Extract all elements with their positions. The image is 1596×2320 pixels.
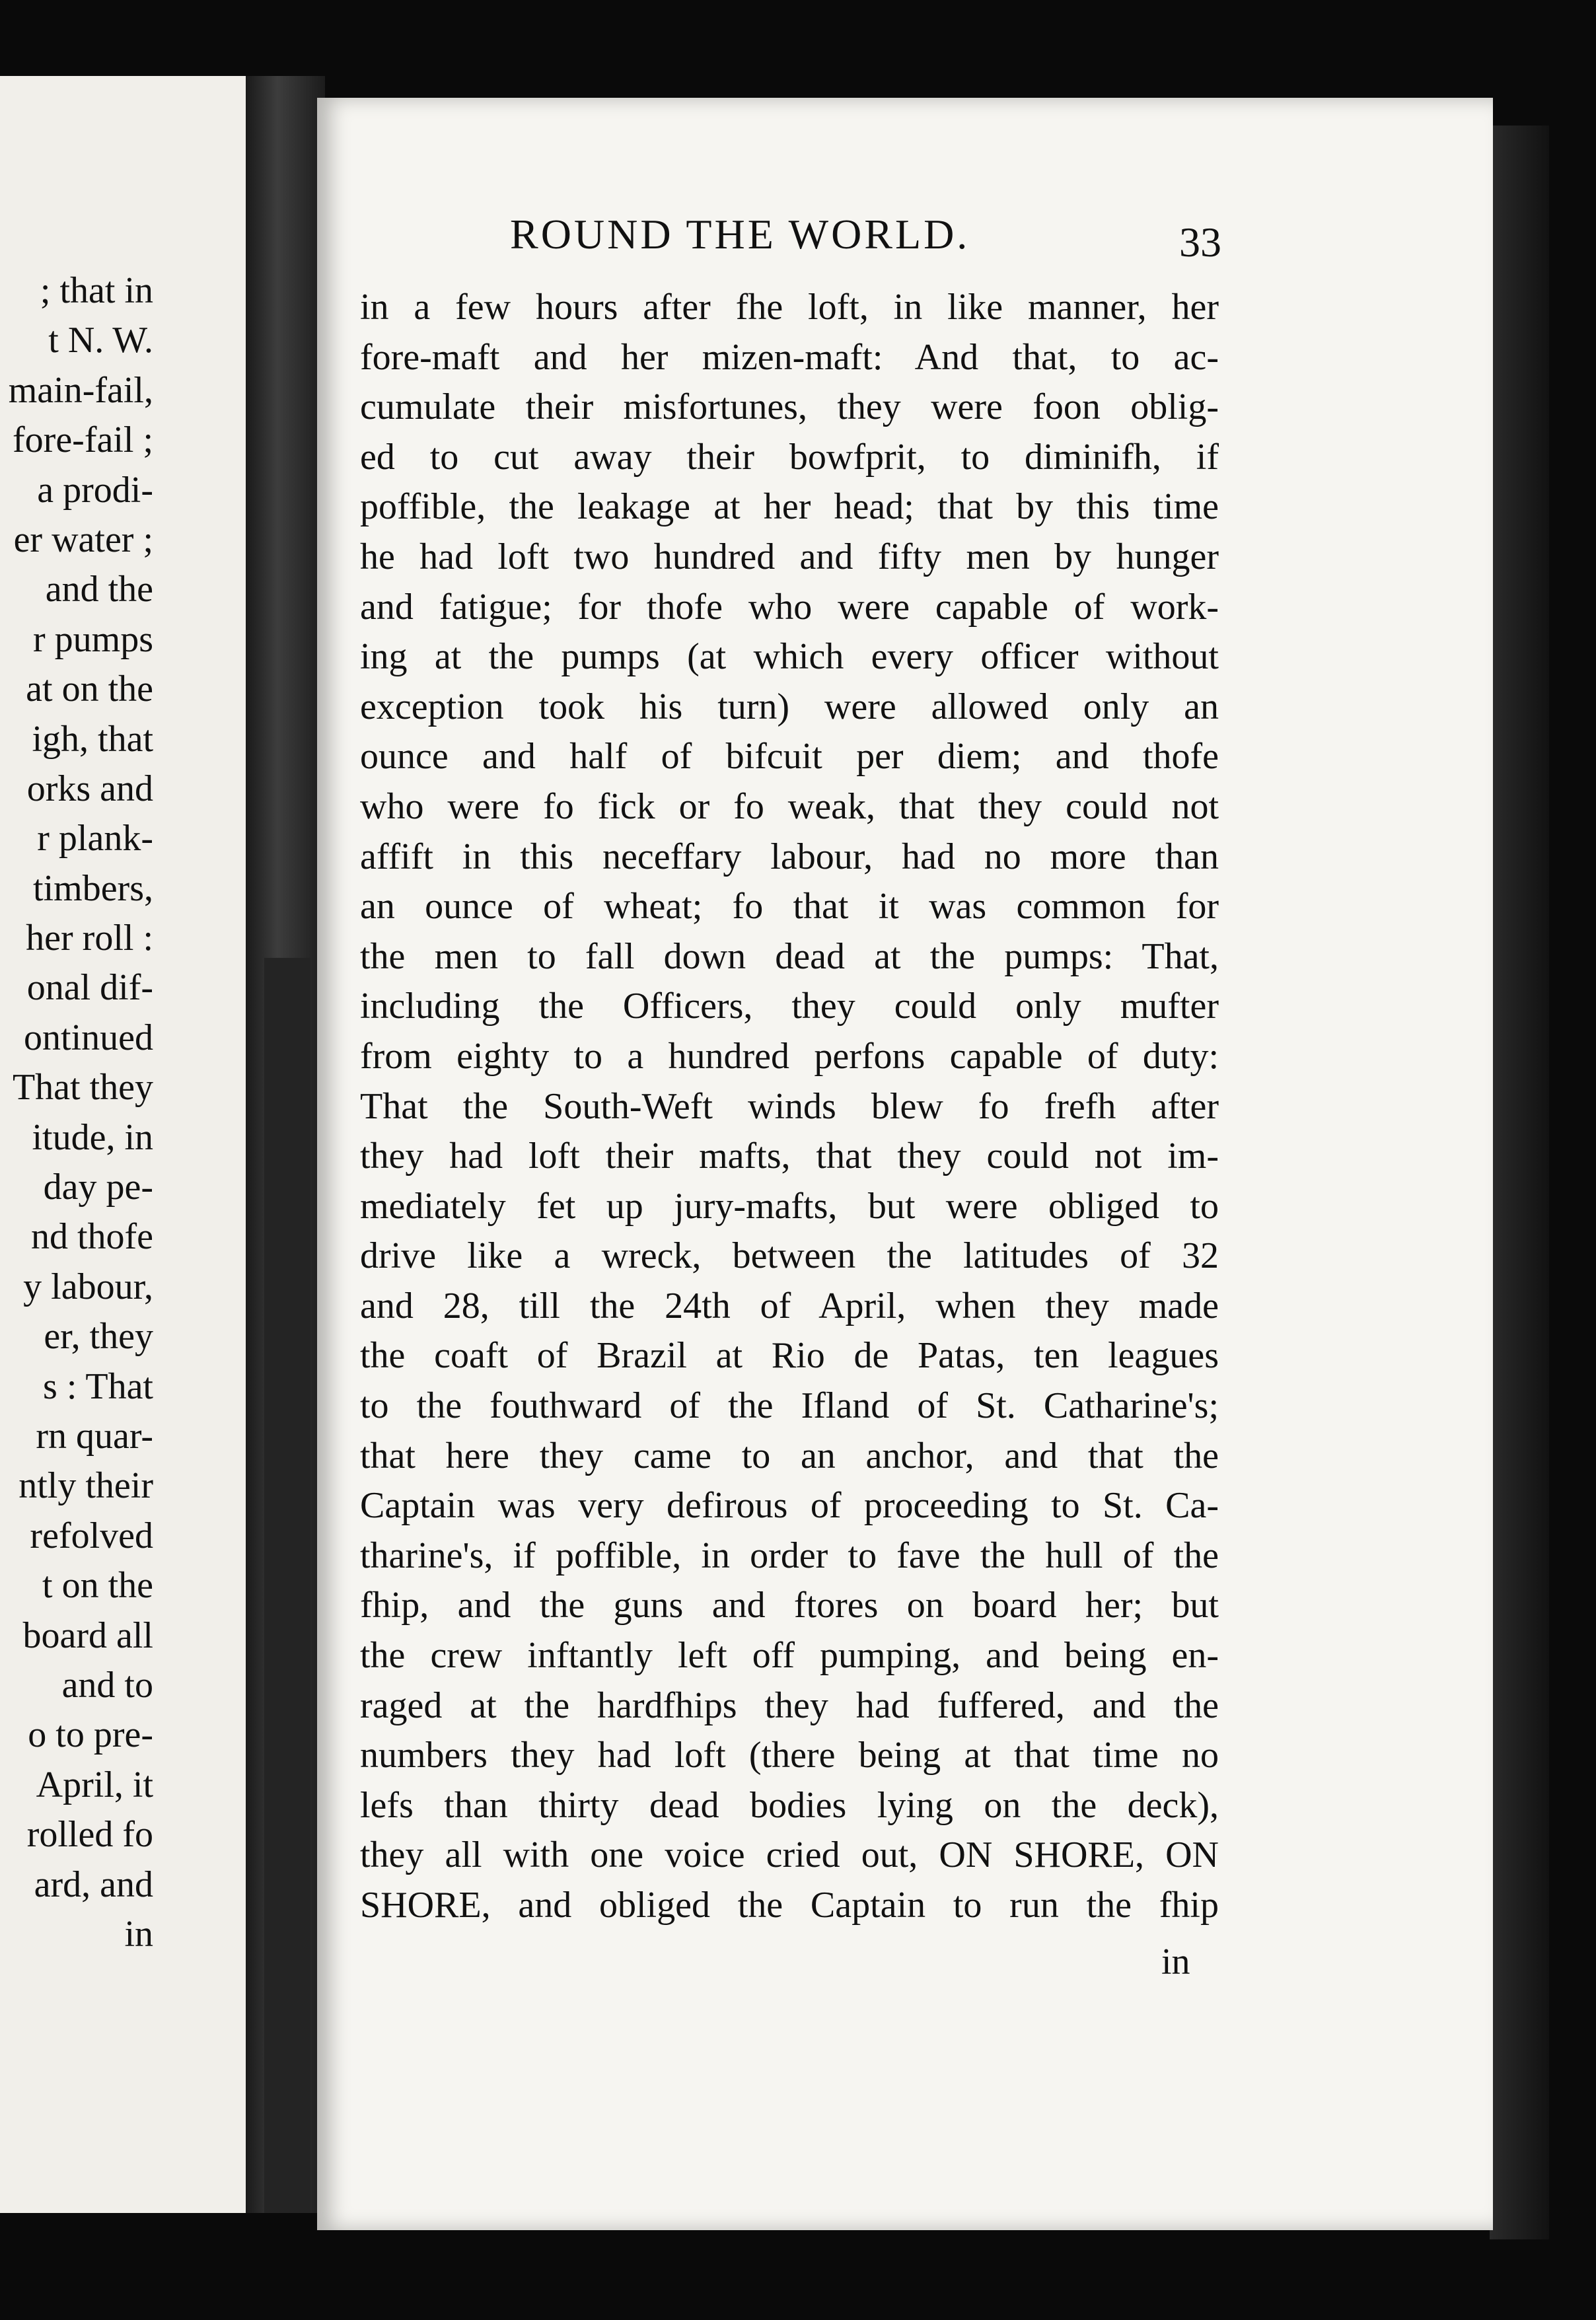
left-text-line: s : That bbox=[43, 1365, 153, 1407]
text-line: they had loft their mafts, that they could not im- bbox=[360, 1136, 1219, 1177]
catchword: in bbox=[1161, 1941, 1190, 1982]
text-line: an ounce of wheat; fo that it was common for bbox=[360, 886, 1219, 927]
left-text-line: ; that in bbox=[40, 270, 153, 311]
left-text-line: onal dif- bbox=[26, 967, 153, 1009]
left-text-line: and the bbox=[45, 569, 153, 610]
text-line: to the fouthward of the Ifland of St. Catharine's; bbox=[360, 1385, 1219, 1427]
gutter-shadow bbox=[264, 958, 310, 2213]
left-text-line: r pumps bbox=[33, 618, 153, 660]
text-line: the crew inftantly left off pumping, and being en- bbox=[360, 1635, 1219, 1677]
left-text-line: y labour, bbox=[23, 1266, 153, 1307]
text-line: That the South-Weft winds blew fo frefh after bbox=[360, 1085, 1219, 1127]
text-line: the men to fall down dead at the pumps: That, bbox=[360, 935, 1219, 977]
text-line: cumulate their misfortunes, they were foon oblig- bbox=[360, 386, 1219, 428]
left-text-line: o to pre- bbox=[28, 1714, 153, 1756]
left-text-line: April, it bbox=[36, 1764, 153, 1805]
text-line: that here they came to an anchor, and that the bbox=[360, 1435, 1219, 1476]
left-text-line: ard, and bbox=[34, 1864, 153, 1905]
text-line: the coaft of Brazil at Rio de Patas, ten leagues bbox=[360, 1335, 1219, 1377]
left-text-line: her roll : bbox=[26, 918, 153, 959]
left-text-line: board all bbox=[22, 1614, 153, 1656]
page-edge bbox=[1490, 126, 1549, 2239]
text-line: including the Officers, they could only mufter bbox=[360, 986, 1219, 1027]
text-line: poffible, the leakage at her head; that by this time bbox=[360, 486, 1219, 528]
text-line: tharine's, if poffible, in order to fave the hull of the bbox=[360, 1535, 1219, 1576]
text-line: ed to cut away their bowfprit, to diminifh, if bbox=[360, 436, 1219, 478]
left-text-line: r plank- bbox=[37, 818, 153, 859]
left-text-line: ontinued bbox=[24, 1017, 153, 1058]
text-line: and fatigue; for thofe who were capable of work- bbox=[360, 586, 1219, 628]
left-text-line: er, they bbox=[44, 1316, 153, 1358]
text-line: mediately fet up jury-mafts, but were obliged to bbox=[360, 1185, 1219, 1227]
left-text-line: a prodi- bbox=[37, 469, 153, 511]
left-text-line: t on the bbox=[42, 1565, 153, 1607]
left-text-line: timbers, bbox=[33, 867, 153, 909]
text-line: fhip, and the guns and ftores on board her; but bbox=[360, 1585, 1219, 1626]
left-text-line: fore-fail ; bbox=[13, 419, 153, 461]
text-line: ounce and half of bifcuit per diem; and thofe bbox=[360, 736, 1219, 778]
text-line: numbers they had loft (there being at that time no bbox=[360, 1735, 1219, 1776]
left-text-line: itude, in bbox=[32, 1116, 153, 1158]
text-line: lefs than thirty dead bodies lying on the deck), bbox=[360, 1784, 1219, 1826]
text-line: Captain was very defirous of proceeding to St. Ca- bbox=[360, 1485, 1219, 1527]
left-text-line: day pe- bbox=[43, 1167, 153, 1208]
left-text-line: at on the bbox=[26, 669, 153, 710]
left-page bbox=[0, 76, 246, 2213]
left-text-line: and to bbox=[61, 1664, 153, 1706]
left-text-line: igh, that bbox=[32, 718, 153, 760]
text-line: and 28, till the 24th of April, when they made bbox=[360, 1285, 1219, 1326]
text-line: from eighty to a hundred perfons capable of duty: bbox=[360, 1035, 1219, 1077]
text-line: he had loft two hundred and fifty men by hunger bbox=[360, 536, 1219, 577]
text-line: raged at the hardfhips they had fuffered, and the bbox=[360, 1685, 1219, 1726]
text-line: SHORE, and obliged the Captain to run the fhip bbox=[360, 1885, 1219, 1926]
left-text-line: nd thofe bbox=[30, 1216, 153, 1258]
left-text-line: t N. W. bbox=[48, 320, 153, 361]
text-line: affift in this neceffary labour, had no more than bbox=[360, 836, 1219, 877]
body-text bbox=[360, 283, 1219, 1931]
left-text-line: main-fail, bbox=[8, 369, 153, 411]
text-line: they all with one voice cried out, ON SHORE, ON bbox=[360, 1834, 1219, 1876]
left-text-line: ntly their bbox=[18, 1465, 153, 1507]
text-line: fore-maft and her mizen-maft: And that, to ac- bbox=[360, 336, 1219, 378]
left-text-line: refolved bbox=[30, 1515, 153, 1556]
left-page-text bbox=[0, 266, 153, 1959]
text-line: exception took his turn) were allowed only an bbox=[360, 686, 1219, 727]
text-line: who were fo fick or fo weak, that they could not bbox=[360, 785, 1219, 827]
left-text-line: er water ; bbox=[13, 519, 153, 560]
text-line: in a few hours after fhe loft, in like manner, her bbox=[360, 287, 1219, 328]
left-text-line: That they bbox=[12, 1067, 153, 1108]
text-line: ing at the pumps (at which every officer without bbox=[360, 636, 1219, 678]
left-text-line: rolled fo bbox=[26, 1814, 153, 1856]
text-line: drive like a wreck, between the latitudes of 32 bbox=[360, 1235, 1219, 1277]
left-text-line: rn quar- bbox=[36, 1415, 153, 1457]
running-head: ROUND THE WORLD. bbox=[510, 211, 970, 258]
page-number: 33 bbox=[1179, 219, 1221, 266]
left-text-line: in bbox=[124, 1913, 153, 1955]
left-text-line: orks and bbox=[26, 768, 153, 809]
